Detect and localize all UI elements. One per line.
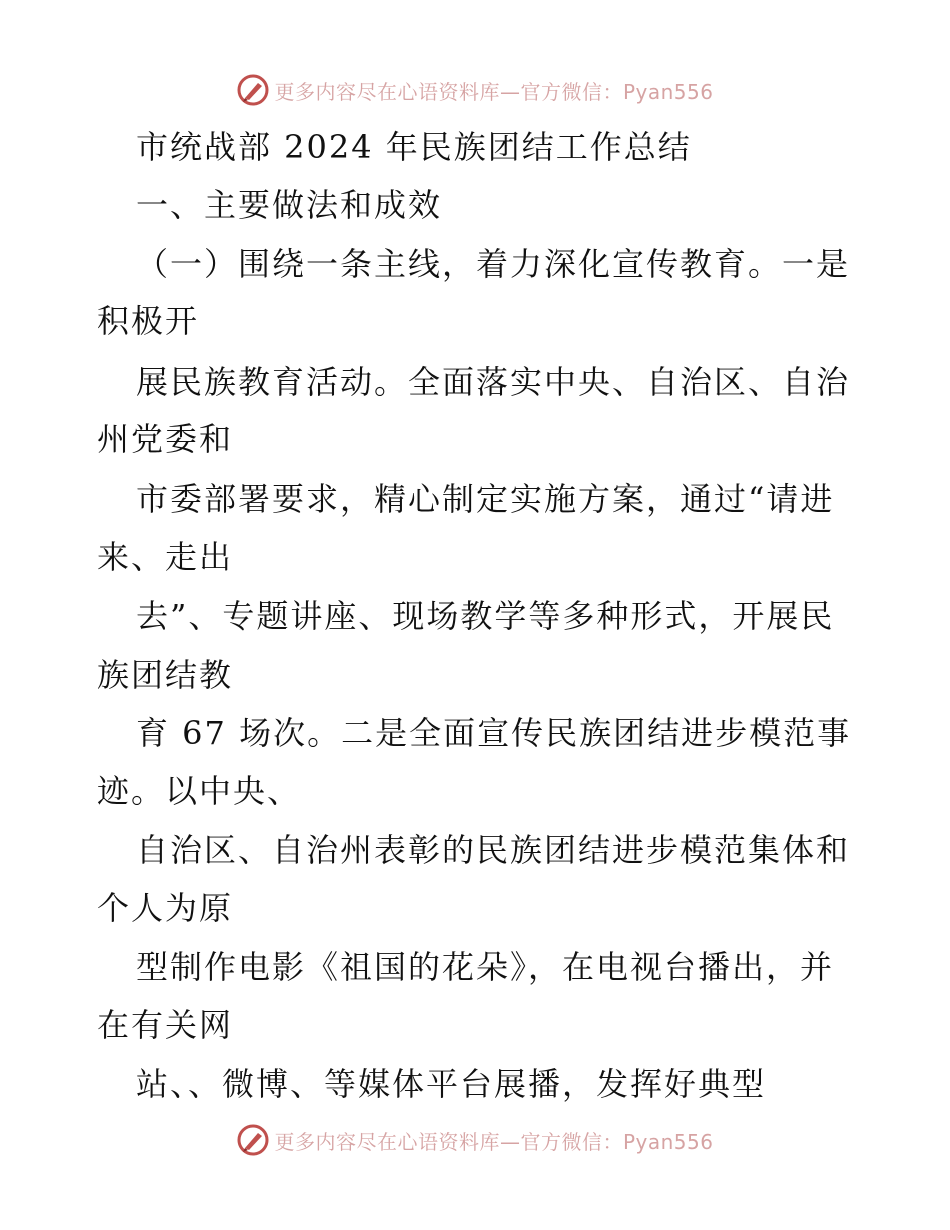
paragraph-line: 族团结教 (97, 656, 234, 694)
pen-logo-icon (236, 73, 270, 107)
header-watermark (0, 70, 950, 110)
paragraph-line: 州党委和 (97, 420, 234, 458)
paragraph-line: 来、走出 (97, 538, 234, 576)
paragraph-line: 展民族教育活动。全面落实中央、自治区、自治 (136, 363, 851, 401)
paragraph-line: 在有关网 (97, 1006, 234, 1044)
pen-logo-icon (236, 1123, 270, 1157)
paragraph-line: 去”、专题讲座、现场教学等多种形式，开展民 (136, 597, 835, 635)
paragraph-line: 站、、微博、等媒体平台展播，发挥好典型 (136, 1065, 767, 1103)
paragraph-line: 市委部署要求，精心制定实施方案，通过“请进 (136, 480, 835, 518)
paragraph-line: 自治区、自治州表彰的民族团结进步模范集体和 (136, 831, 851, 869)
paragraph-line: 型制作电影《祖国的花朵》，在电视台播出，并 (136, 948, 835, 986)
paragraph-line: 个人为原 (97, 889, 234, 927)
document-title: 市统战部 2024 年民族团结工作总结 (136, 128, 692, 166)
paragraph-line: 积极开 (97, 302, 200, 340)
paragraph-line: 迹。以中央、 (97, 772, 302, 810)
paragraph-line: （一）围绕一条主线，着力深化宣传教育。一是 (136, 245, 851, 283)
paragraph-line: 育 67 场次。二是全面宣传民族团结进步模范事 (136, 714, 852, 752)
section-heading: 一、主要做法和成效 (136, 186, 443, 224)
watermark-text: 更多内容尽在心语资料库—官方微信：Pyan556 (274, 1129, 714, 1154)
footer-watermark (0, 1120, 950, 1160)
watermark-text: 更多内容尽在心语资料库—官方微信：Pyan556 (274, 79, 714, 104)
